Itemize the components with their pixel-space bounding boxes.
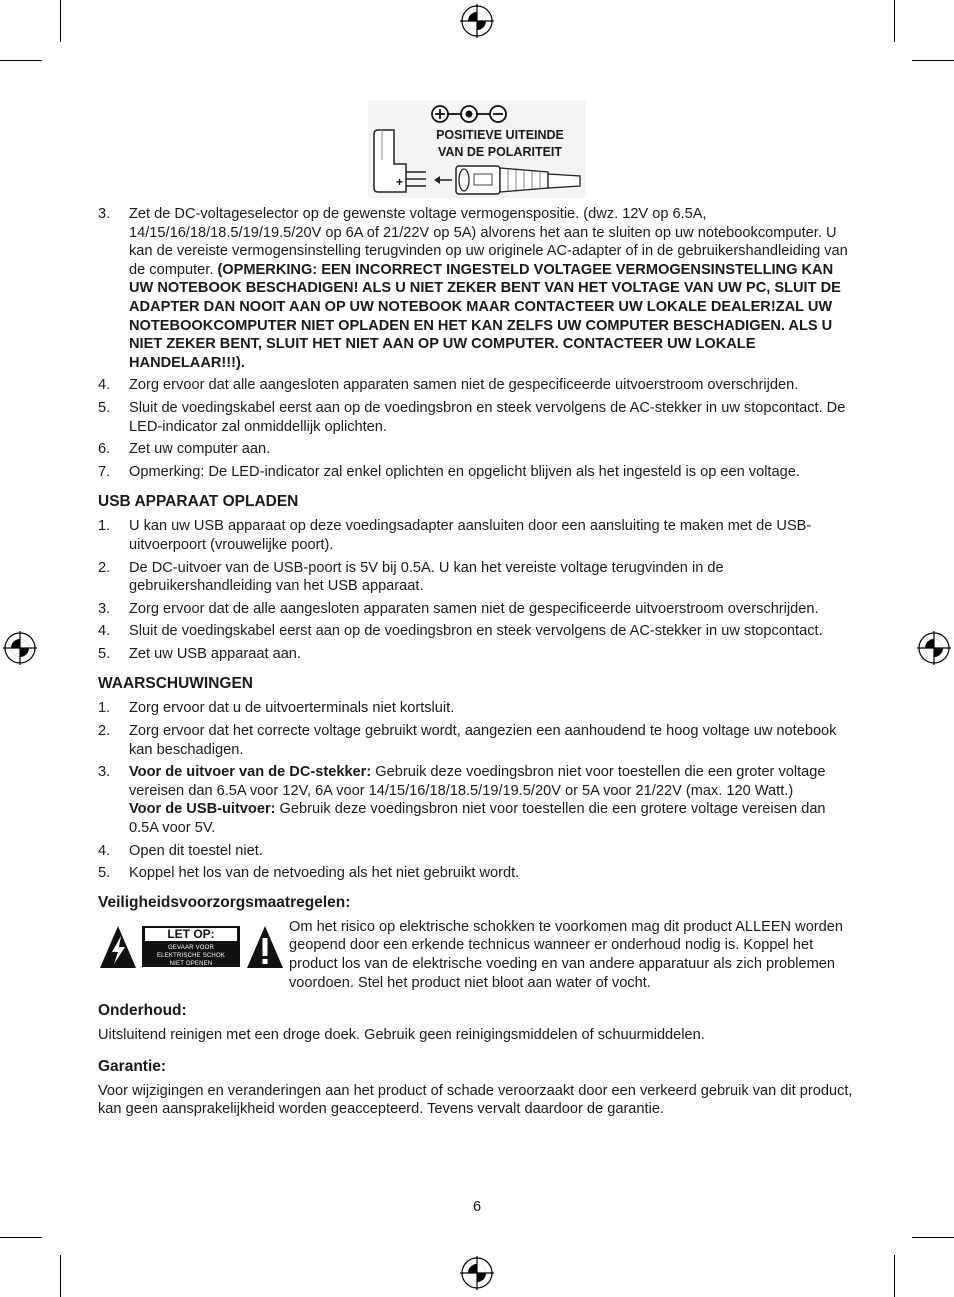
list-item xyxy=(98,622,858,641)
dc-output-text: Gebruik deze voedingsbron niet voor toestellen die een groter voltage vereisen dan 6.5A voor 12V, 6A voor 14/15/16/18/18.5/19/19.5/20V or 5A voor 21/22V (max. 120 Watt.) xyxy=(129,764,826,799)
warranty-heading: Garantie: xyxy=(98,1057,167,1075)
list-item-text: Zet de DC-voltageselector op de gewenste voltage vermogenspositie. (dwz. 12V op 6.5A, 14/15/16/18/18.5/19/19.5/20V op 6A of 21/22V op 5A) alvorens het aan te sluiten op uw notebookcomputer. U kan de vereiste vermogensinstelling terugvinden op uw originele AC-adapter of in de gebruikershandleiding van de computer. xyxy=(129,206,848,278)
registration-mark-top-icon xyxy=(460,4,494,38)
list-item xyxy=(98,645,858,664)
usb-output-text: Gebruik deze voedingsbron niet voor toestellen die een grotere voltage vereisen dan 0.5A voor 5V. xyxy=(129,801,826,837)
list-item xyxy=(98,864,858,883)
list-item-number: 4. xyxy=(98,842,111,859)
registration-mark-left-icon xyxy=(3,631,37,665)
maintenance-text: Uitsluitend reinigen met een droge doek. Gebruik geen reinigingsmiddelen of schuurmiddelen. xyxy=(98,1027,705,1044)
list-item xyxy=(98,699,858,718)
usb-heading: USB APPARAAT OPLADEN xyxy=(98,493,299,511)
safety-heading: Veiligheidsvoorzorgsmaatregelen: xyxy=(98,893,351,911)
caution-subtext-line3: NIET OPENEN xyxy=(169,960,213,967)
list-item-text: Zorg ervoor dat u de uitvoerterminals niet kortsluit. xyxy=(129,700,455,717)
list-item-number: 7. xyxy=(98,463,111,480)
caution-subtext-line2: ELEKTRISCHE SCHOK xyxy=(156,952,226,959)
list-item xyxy=(98,463,858,482)
list-item-number: 5. xyxy=(98,645,111,662)
list-item-number: 3. xyxy=(98,206,111,222)
warnings-heading: WAARSCHUWINGEN xyxy=(98,675,253,693)
list-item-text: Zet uw USB apparaat aan. xyxy=(129,645,301,662)
dc-output-label: Voor de uitvoer van de DC-stekker: xyxy=(129,764,372,781)
list-item-text: Zorg ervoor dat de alle aangesloten apparaten samen niet de gespecificeerde uitvoerstroom overschrijden. xyxy=(129,600,819,617)
list-item-number: 4. xyxy=(98,623,111,640)
list-item-number: 5. xyxy=(98,399,111,416)
lightning-warning-icon xyxy=(98,924,138,970)
list-item-number: 3. xyxy=(98,600,111,617)
maintenance-heading: Onderhoud: xyxy=(98,1002,187,1020)
list-item xyxy=(98,376,858,395)
svg-text:+: + xyxy=(396,175,404,189)
registration-mark-bottom-icon xyxy=(460,1256,494,1290)
list-item-number: 6. xyxy=(98,441,111,458)
caution-subtext xyxy=(142,944,240,968)
caution-subtext-line1: GEVAAR VOOR xyxy=(167,944,215,951)
list-item-number: 2. xyxy=(98,723,111,740)
warnings-list xyxy=(98,699,858,882)
exclamation-warning-icon xyxy=(245,924,285,970)
polarity-figure xyxy=(368,100,586,198)
list-item-text: De DC-uitvoer van de USB-poort is 5V bij 0.5A. U kan het vereiste voltage terugvinden in de gebruikershandleiding van het USB apparaat. xyxy=(129,559,724,595)
list-item xyxy=(98,722,858,759)
polarity-label xyxy=(420,127,580,161)
list-item-text: Koppel het los van de netvoeding als het niet gebruikt wordt. xyxy=(129,865,520,882)
list-item xyxy=(98,559,858,596)
list-item-text: Zorg ervoor dat het correcte voltage gebruikt wordt, aangezien een aanhoudend te hoog voltage uw notebook kan beschadigen. xyxy=(129,723,837,758)
page-content xyxy=(98,205,858,1119)
list-item xyxy=(98,763,858,837)
list-item-text: Open dit toestel niet. xyxy=(129,842,263,859)
usb-output-label: Voor de USB-uitvoer: xyxy=(129,801,276,818)
safety-text: Om het risico op elektrische schokken te voorkomen mag dit product ALLEEN worden geopend door een erkende technicus wanneer er onderhoud nodig is. Koppel het product los van de elektrische voeding en van andere apparatuur als zich problemen voordoen. Stel het product niet bloot aan water of vocht. xyxy=(289,918,844,991)
crop-mark-top-right-h xyxy=(912,60,954,61)
polarity-label-line2: VAN DE POLARITEIT xyxy=(437,145,563,159)
crop-mark-top-left-h xyxy=(0,60,42,61)
list-item xyxy=(98,517,858,554)
crop-mark-top-right-v xyxy=(894,0,895,42)
list-item-number: 3. xyxy=(98,764,111,781)
polarity-label-line1: POSITIEVE UITEINDE xyxy=(436,128,564,142)
list-item-number: 1. xyxy=(98,700,111,717)
list-item-number: 4. xyxy=(98,377,111,394)
list-item-number: 2. xyxy=(98,559,111,576)
usb-instructions-list xyxy=(98,517,858,663)
page-number: 6 xyxy=(472,1199,482,1215)
list-item xyxy=(98,842,858,861)
crop-mark-bottom-left-h xyxy=(0,1237,42,1238)
registration-mark-right-icon xyxy=(917,631,951,665)
list-item-bold-note: (OPMERKING: EEN INCORRECT INGESTELD VOLTAGEE VERMOGENSINSTELLING KAN UW NOTEBOOK BESCHADIGEN! ALS U NIET ZEKER BENT VAN HET VOLTAGE VAN UW PC, SLUIT DE ADAPTER DAN NOOIT AAN OP UW NOTEBOOK MAAR CONTACTEER UW LOKALE DEALER!ZAL UW NOTEBOOKCOMPUTER NIET OPLADEN EN HET KAN ZELFS UW COMPUTER BESCHADIGEN. ALS U NIET ZEKER BENT, SLUIT HET NIET AAN OP UW COMPUTER. CONTACTEER UW LOKALE HANDELAAR!!!). xyxy=(129,261,841,371)
crop-mark-bottom-right-v xyxy=(894,1255,895,1297)
list-item xyxy=(98,440,858,459)
list-item xyxy=(98,600,858,619)
caution-label xyxy=(142,926,240,967)
warning-symbols xyxy=(98,924,281,972)
list-item-text: Opmerking: De LED-indicator zal enkel oplichten en opgelicht blijven als het ingesteld is op een voltage. xyxy=(129,463,800,480)
list-item-text: Zet uw computer aan. xyxy=(129,441,271,458)
list-item xyxy=(98,399,858,436)
list-item-text: Zorg ervoor dat alle aangesloten apparaten samen niet de gespecificeerde uitvoerstroom overschrijden. xyxy=(129,377,799,394)
list-item xyxy=(98,205,858,372)
list-item-number: 5. xyxy=(98,865,111,882)
safety-section xyxy=(98,918,858,992)
caution-title: LET OP: xyxy=(145,928,237,941)
list-item-text: U kan uw USB apparaat op deze voedingsadapter aansluiten door een aansluiting te maken met de USB-uitvoerpoort (vrouwelijke poort). xyxy=(129,518,812,553)
crop-mark-bottom-left-v xyxy=(60,1255,61,1297)
list-item-text: Sluit de voedingskabel eerst aan op de voedingsbron en steek vervolgens de AC-stekker in uw stopcontact. De LED-indicator zal onmiddellijk oplichten. xyxy=(129,399,846,435)
dc-instructions-list xyxy=(98,205,858,481)
list-item-text: Sluit de voedingskabel eerst aan op de voedingsbron en steek vervolgens de AC-stekker in uw stopcontact. xyxy=(129,623,823,640)
crop-mark-bottom-right-h xyxy=(912,1237,954,1238)
list-item-number: 1. xyxy=(98,518,111,535)
crop-mark-top-left-v xyxy=(60,0,61,42)
warranty-text: Voor wijzigingen en veranderingen aan het product of schade veroorzaakt door een verkeerd gebruik van dit product, kan geen aansprakelijkheid worden geaccepteerd. Tevens vervalt daardoor de garantie. xyxy=(98,1082,853,1118)
